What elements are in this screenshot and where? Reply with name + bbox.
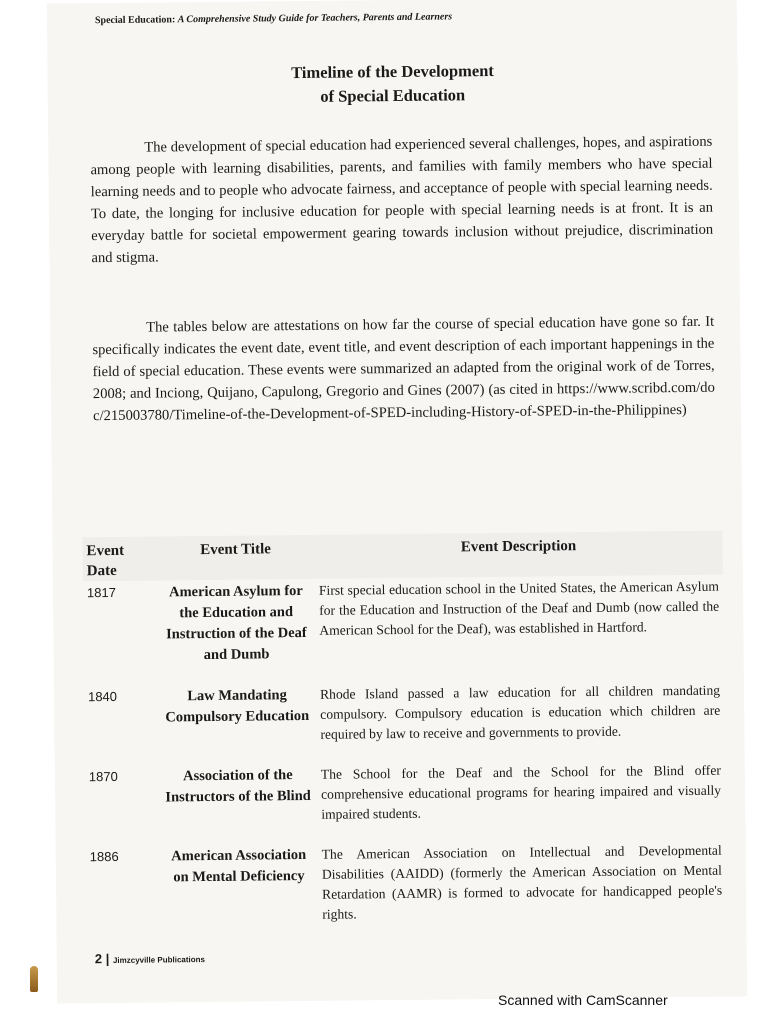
- table-row: [85, 759, 726, 846]
- page-number: 2: [94, 951, 103, 967]
- running-header-prefix: Special Education:: [94, 14, 178, 27]
- event-description: The American Association on Intellectual and Developmental Disabilities (AAIDD) (formerly the American Association on Mental Retardation (AAMR) is formed to advocate for handicapped people's rights.: [321, 842, 723, 922]
- scanner-watermark: Scanned with CamScanner: [498, 992, 668, 1008]
- publisher-name: Jimzcyville Publications: [112, 955, 206, 965]
- header-event-date: Event Date: [86, 542, 125, 580]
- source-link: https://www.scribd.com/doc/215003780/Timeline-of-the-Development-of-SPED-including-History-of-SPED-in-the-Philippines): [93, 379, 715, 425]
- page-title: [47, 56, 737, 111]
- running-header-book-title: A Comprehensive Study Guide for Teachers, Parents and Learners: [177, 11, 453, 26]
- page-title-line2: of Special Education: [320, 85, 466, 106]
- running-header: [95, 11, 452, 26]
- event-title: American Asylum for the Education and Instruction of the Deaf and Dumb: [166, 582, 307, 664]
- event-date: 1817: [86, 584, 116, 601]
- footer-separator: |: [105, 951, 110, 967]
- event-title: American Association on Mental Deficiency: [171, 846, 307, 886]
- table-row: [86, 839, 727, 946]
- event-date: 1886: [89, 848, 119, 865]
- table-header-row: [82, 531, 722, 582]
- sources-paragraph-text: The tables below are attestations on how far the course of special education have gone so far. It specifically indicates the event date, event title, and event description of each important happenings in the field of special education. These events were summarized an adapted from the original work of de Torres, 2008; and Inciong, Quijano, Capulong, Gregorio and Gines (2007) (as cited in: [92, 313, 715, 403]
- page-footer: [95, 950, 205, 966]
- page-edge-mark: [30, 966, 38, 992]
- event-date: 1870: [88, 768, 118, 785]
- event-description: The School for the Deaf and the School for the Blind offer comprehensive educational programs for hearing impaired and visually impaired students.: [320, 762, 722, 822]
- event-date: 1840: [87, 688, 118, 705]
- table-row: [83, 575, 724, 686]
- table-row: [84, 679, 725, 766]
- sources-paragraph: [92, 311, 715, 428]
- header-event-title: Event Title: [200, 541, 271, 559]
- event-title: Law Mandating Compulsory Education: [165, 687, 310, 726]
- intro-paragraph: The development of special education had experienced several challenges, hopes, and aspirations among people with learning disabilities, parents, and families with family members who have special learning needs and to people who advocate fairness, and acceptance of people with special learning needs. To date, the longing for inclusive education for people with special learning needs is at front. It is an everyday battle for societal empowerment gearing towards inclusion without prejudice, discrimination and stigma.: [90, 133, 714, 267]
- timeline-table: [82, 531, 726, 946]
- header-event-description: Event Description: [460, 538, 577, 556]
- event-title: Association of the Instructors of the Blind: [165, 767, 311, 806]
- event-description: Rhode Island passed a law education for all children mandating compulsory. Compulsory education is education which children are required by law to receive and governments to provide.: [319, 682, 721, 742]
- event-description: First special education school in the United States, the American Asylum for the Education and Instruction of the Deaf and Dumb (now called the American School for the Deaf), was established in Hartford.: [318, 578, 720, 638]
- scanned-page: [47, 0, 747, 1004]
- page-title-line1: Timeline of the Development: [291, 60, 494, 83]
